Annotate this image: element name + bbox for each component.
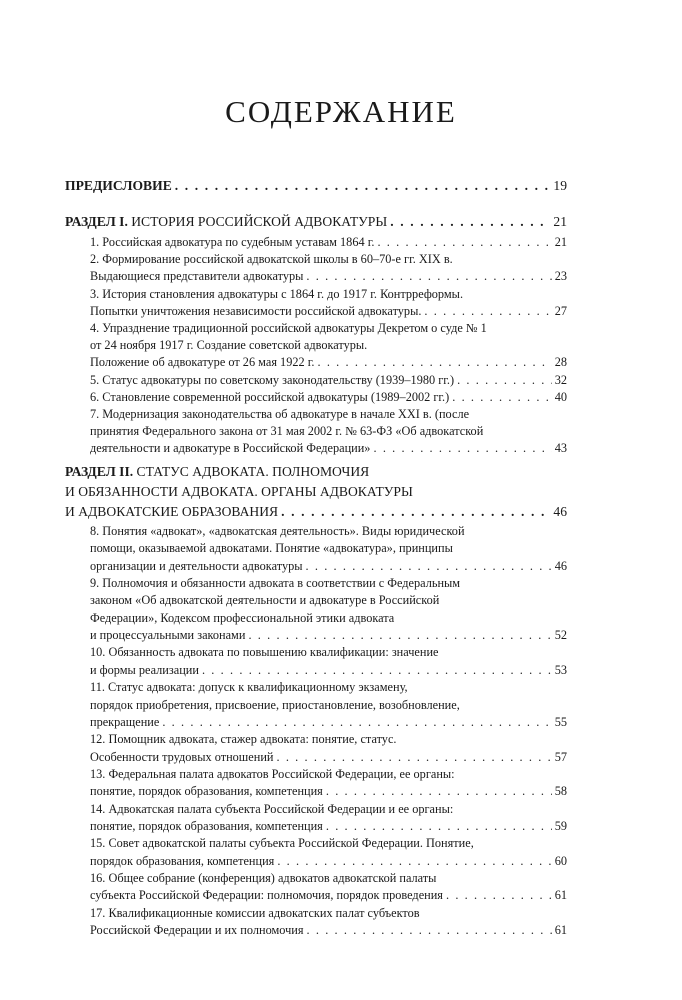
page-number: 19 (553, 178, 567, 193)
dot-leader (162, 714, 551, 730)
toc-entry-line: законом «Об адвокатской деятельности и адвокатуре в Российской (90, 593, 440, 607)
toc-entry-line: принятия Федерального закона от 31 мая 2002 г. № 63-ФЗ «Об адвокатской (90, 424, 484, 438)
toc-entry (90, 440, 567, 456)
toc-entry-line: 12. Помощник адвоката, стажер адвоката: понятие, статус. (90, 732, 397, 746)
dot-leader (202, 662, 552, 678)
dot-leader (373, 440, 551, 456)
toc-entry-text: и формы реализации (90, 663, 199, 677)
page-number: 61 (554, 923, 567, 937)
page-number: 55 (554, 715, 567, 729)
toc-entry (90, 389, 567, 405)
toc-section-1 (65, 214, 567, 230)
dot-leader (306, 558, 552, 574)
toc-entry (90, 818, 567, 834)
section-title: ИСТОРИЯ РОССИЙСКОЙ АДВОКАТУРЫ (127, 214, 388, 229)
toc-entry (90, 234, 567, 250)
dot-leader (277, 853, 551, 869)
dot-leader (446, 887, 552, 903)
toc-entry (90, 372, 567, 388)
toc-entry-line: 3. История становления адвокатуры с 1864 г. до 1917 г. Контрреформы. (90, 287, 464, 301)
dot-leader (307, 922, 552, 938)
page-number: 46 (553, 504, 567, 519)
section-number: РАЗДЕЛ II. (65, 464, 134, 479)
toc-entry-line: 8. Понятия «адвокат», «адвокатская деятельность». Виды юридической (90, 524, 465, 538)
toc-entry (90, 662, 567, 678)
toc-entry-line: от 24 ноября 1917 г. Создание советской адвокатуры. (90, 338, 368, 352)
page-number: 57 (554, 750, 567, 764)
toc-entry-line: 15. Совет адвокатской палаты субъекта Российской Федерации. Понятие, (90, 836, 474, 850)
toc-entry-line: 9. Полномочия и обязанности адвоката в соответствии с Федеральным (90, 576, 461, 590)
toc-entry-line: Федерации», Кодексом профессиональной этики адвоката (90, 611, 395, 625)
toc-section-1-text (65, 214, 387, 230)
toc-entry-text: Попытки уничтожения независимости российской адвокатуры. (90, 304, 422, 318)
page-number: 58 (554, 784, 567, 798)
toc-entry-line: 7. Модернизация законодательства об адвокатуре в начале XXI в. (после (90, 407, 470, 421)
toc-entry-line: порядок приобретения, присвоение, приостановление, возобновление, (90, 698, 460, 712)
dot-leader (326, 818, 552, 834)
page-number: 32 (554, 373, 567, 387)
page-number: 21 (554, 235, 567, 249)
toc-entry (90, 783, 567, 799)
page-number: 61 (554, 888, 567, 902)
dot-leader (326, 783, 552, 799)
toc-entry-text: организации и деятельности адвокатуры (90, 559, 303, 573)
toc-entry (90, 268, 567, 284)
toc-entry (90, 354, 567, 370)
toc-entry-line: 4. Упразднение традиционной российской адвокатуры Декретом о суде № 1 (90, 321, 487, 335)
toc-entry-line: 13. Федеральная палата адвокатов Российской Федерации, ее органы: (90, 767, 455, 781)
dot-leader (377, 234, 551, 250)
page-number: 59 (554, 819, 567, 833)
page-number: 21 (553, 214, 567, 229)
toc-entry-line: 11. Статус адвоката: допуск к квалификационному экзамену, (90, 680, 408, 694)
page-number: 23 (554, 269, 567, 283)
dot-leader (457, 372, 552, 388)
toc-entry-text: Выдающиеся представители адвокатуры (90, 269, 304, 283)
toc-entry-text: 5. Статус адвокатуры по советскому законодательству (1939–1980 гг.) (90, 373, 455, 387)
toc-entry (90, 303, 567, 319)
page-number: 27 (554, 304, 567, 318)
toc-entry-line: помощи, оказываемой адвокатами. Понятие «адвокатура», принципы (90, 541, 453, 555)
toc-section-2-last-text (65, 504, 278, 520)
toc-section-2-line (65, 484, 567, 500)
toc-entry (90, 749, 567, 765)
section-title: СТАТУС АДВОКАТА. ПОЛНОМОЧИЯ (133, 464, 370, 479)
page-number: 43 (554, 441, 567, 455)
toc-entry-text: прекращение (90, 715, 160, 729)
preface-label: ПРЕДИСЛОВИЕ (65, 178, 172, 193)
page-number: 28 (554, 355, 567, 369)
toc-entry-preface (65, 178, 567, 194)
toc-entry-text: понятие, порядок образования, компетенция (90, 784, 323, 798)
toc-section-2 (65, 464, 567, 480)
dot-leader (281, 504, 550, 520)
toc-entry-text: Особенности трудовых отношений (90, 750, 274, 764)
toc-entry-text: порядок образования, компетенция (90, 854, 275, 868)
dot-leader (390, 214, 550, 230)
page-number: 46 (554, 559, 567, 573)
section-title: И АДВОКАТСКИЕ ОБРАЗОВАНИЯ (65, 504, 279, 519)
toc-entry (90, 922, 567, 938)
toc-entry-text: Положение об адвокатуре от 26 мая 1922 г. (90, 355, 315, 369)
toc-entry (90, 627, 567, 643)
section-title: И ОБЯЗАННОСТИ АДВОКАТА. ОРГАНЫ АДВОКАТУРЫ (65, 484, 413, 499)
page-number: 53 (554, 663, 567, 677)
toc-entry-line: 10. Обязанность адвоката по повышению квалификации: значение (90, 645, 439, 659)
toc-entry-text: Российской Федерации и их полномочия (90, 923, 304, 937)
toc-entry (90, 853, 567, 869)
page-title: СОДЕРЖАНИЕ (225, 94, 457, 129)
toc-entry-text: деятельности и адвокатуре в Российской Федерации» (90, 441, 371, 455)
dot-leader (452, 389, 551, 405)
toc-entry-text: понятие, порядок образования, компетенция (90, 819, 323, 833)
toc-entry-preface-text (65, 178, 172, 194)
toc-entry-line: 16. Общее собрание (конференция) адвокатов адвокатской палаты (90, 871, 437, 885)
toc-entry-line: 17. Квалификационные комиссии адвокатских палат субъектов (90, 906, 420, 920)
dot-leader (317, 354, 551, 370)
dot-leader (276, 749, 551, 765)
toc-entry-text: 1. Российская адвокатура по судебным уставам 1864 г. (90, 235, 375, 249)
toc-entry-text: и процессуальными законами (90, 628, 246, 642)
dot-leader (175, 178, 551, 194)
toc-entry (90, 714, 567, 730)
toc-section-2-last (65, 504, 567, 520)
page-number: 60 (554, 854, 567, 868)
toc-entry (90, 887, 567, 903)
dot-leader (306, 268, 551, 284)
toc-entry-line: 14. Адвокатская палата субъекта Российской Федерации и ее органы: (90, 802, 454, 816)
page-number: 40 (554, 390, 567, 404)
toc-entry-text: 6. Становление современной российской адвокатуры (1989–2002 гг.) (90, 390, 450, 404)
dot-leader (424, 303, 551, 319)
toc-entry-text: субъекта Российской Федерации: полномочия, порядок проведения (90, 888, 443, 902)
toc-entry-line: 2. Формирование российской адвокатской школы в 60–70-е гг. XIX в. (90, 252, 453, 266)
toc-entry (90, 558, 567, 574)
section-number: РАЗДЕЛ I. (65, 214, 128, 229)
dot-leader (248, 627, 551, 643)
page-number: 52 (554, 628, 567, 642)
